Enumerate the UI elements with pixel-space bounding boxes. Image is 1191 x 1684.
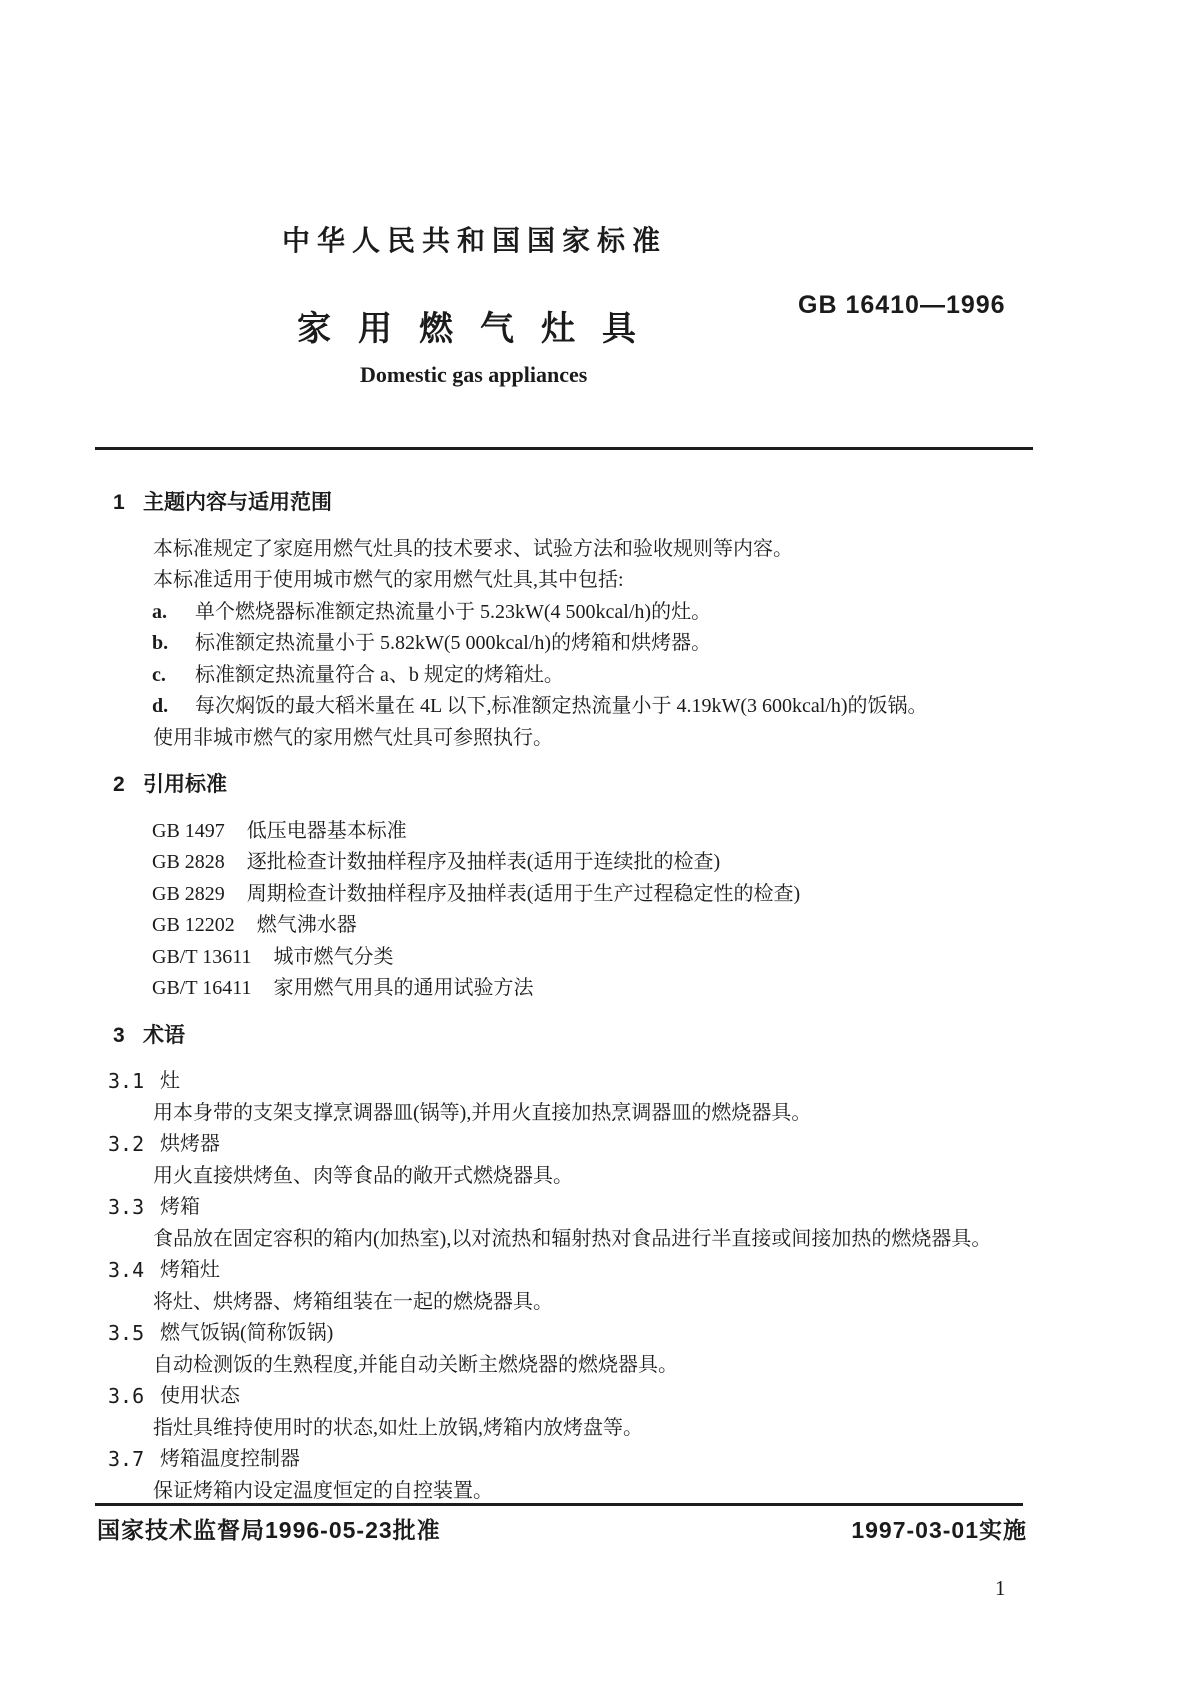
section-1-heading	[95, 487, 1070, 519]
section-title: 术语	[143, 1023, 185, 1047]
term-name: 灶	[160, 1070, 180, 1092]
section-3	[95, 1020, 1070, 1508]
section-title: 主题内容与适用范围	[143, 491, 332, 514]
implementation-text: 1997-03-01实施	[851, 1517, 1027, 1543]
reference-title: 逐批检查计数抽样程序及抽样表(适用于连续批的检查)	[246, 851, 721, 873]
term-heading	[95, 1318, 1070, 1350]
section-number: 2	[113, 773, 125, 796]
reference-item	[95, 816, 1070, 848]
list-item-label: a.	[152, 600, 167, 623]
reference-code: GB/T 16411	[152, 977, 252, 999]
national-standard-label: 中华人民共和国国家标准	[282, 225, 668, 256]
reference-title: 周期检查计数抽样程序及抽样表(适用于生产过程稳定性的检查)	[246, 882, 801, 905]
term-heading	[95, 1444, 1070, 1476]
term-name: 烤箱	[160, 1196, 200, 1218]
list-item-d	[95, 691, 1070, 723]
section-title: 引用标准	[143, 773, 227, 796]
term-number: 3.4	[108, 1258, 145, 1282]
reference-code: GB 2828	[152, 851, 225, 873]
term-heading	[95, 1129, 1070, 1161]
document-body	[95, 472, 1070, 1507]
term-number: 3.1	[108, 1069, 145, 1093]
list-item-text: 每次焖饭的最大稻米量在 4L 以下,标准额定热流量小于 4.19kW(3 600kcal/h)的饭锅。	[195, 695, 928, 717]
approval-text: 国家技术监督局1996-05-23批准	[97, 1517, 441, 1543]
list-item-c	[95, 660, 1070, 692]
term-number: 3.2	[108, 1132, 145, 1156]
section-2-heading	[95, 769, 1070, 801]
term-definition: 自动检测饭的生熟程度,并能自动关断主燃烧器的燃烧器具。	[153, 1353, 678, 1376]
term-item	[95, 1192, 1070, 1255]
paragraph: 本标准规定了家庭用燃气灶具的技术要求、试验方法和验收规则等内容。	[153, 537, 793, 560]
reference-title: 城市燃气分类	[273, 945, 394, 968]
term-number: 3.5	[108, 1321, 145, 1345]
term-definition: 将灶、烘烤器、烤箱组装在一起的燃烧器具。	[153, 1290, 553, 1313]
paragraph: 使用非城市燃气的家用燃气灶具可参照执行。	[153, 726, 553, 749]
term-item	[95, 1255, 1070, 1318]
term-definition: 用火直接烘烤鱼、肉等食品的敞开式燃烧器具。	[153, 1164, 573, 1187]
term-number: 3.7	[108, 1447, 145, 1471]
term-item	[95, 1066, 1070, 1129]
paragraph: 本标准适用于使用城市燃气的家用燃气灶具,其中包括:	[153, 569, 624, 591]
header-rule	[95, 447, 1033, 450]
term-definition: 用本身带的支架支撑烹调器皿(锅等),并用火直接加热烹调器皿的燃烧器具。	[153, 1101, 812, 1124]
list-item-label: c.	[152, 663, 166, 686]
reference-item	[95, 847, 1070, 879]
reference-item	[95, 910, 1070, 942]
reference-code: GB/T 13611	[152, 945, 252, 968]
term-name: 燃气饭锅(简称饭锅)	[160, 1322, 334, 1344]
term-item	[95, 1129, 1070, 1192]
section-2	[95, 769, 1070, 1005]
reference-title: 燃气沸水器	[256, 914, 357, 936]
term-number: 3.6	[108, 1384, 145, 1408]
term-item	[95, 1444, 1070, 1507]
list-item-label: d.	[152, 695, 169, 717]
list-item-a	[95, 597, 1070, 629]
list-item-text: 标准额定热流量符合 a、b 规定的烤箱灶。	[195, 663, 564, 686]
term-heading	[95, 1192, 1070, 1224]
reference-title: 低压电器基本标准	[246, 819, 407, 842]
term-item	[95, 1318, 1070, 1381]
reference-item	[95, 879, 1070, 911]
list-item-text: 单个燃烧器标准额定热流量小于 5.23kW(4 500kcal/h)的灶。	[195, 600, 712, 623]
reference-code: GB 12202	[152, 914, 235, 936]
term-name: 烤箱灶	[160, 1259, 220, 1281]
term-name: 烤箱温度控制器	[160, 1448, 300, 1470]
list-item-b	[95, 628, 1070, 660]
footer-rule	[95, 1503, 1023, 1506]
reference-code: GB 2829	[152, 882, 225, 905]
term-heading	[95, 1381, 1070, 1413]
term-heading	[95, 1255, 1070, 1287]
section-1	[95, 487, 1070, 754]
section-number: 1	[113, 491, 125, 514]
term-name: 使用状态	[160, 1385, 240, 1407]
term-item	[95, 1381, 1070, 1444]
term-definition: 保证烤箱内设定温度恒定的自控装置。	[153, 1479, 493, 1502]
document-title-cn: 家用燃气灶具	[297, 310, 663, 348]
section-3-heading	[95, 1020, 1070, 1052]
term-definition: 指灶具维持使用时的状态,如灶上放锅,烤箱内放烤盘等。	[153, 1416, 643, 1439]
term-name: 烘烤器	[160, 1133, 220, 1155]
reference-item	[95, 973, 1070, 1005]
term-heading	[95, 1066, 1070, 1098]
section-number: 3	[113, 1023, 125, 1047]
reference-code: GB 1497	[152, 819, 225, 842]
document-title-en: Domestic gas appliances	[360, 362, 588, 387]
standard-number: GB 16410—1996	[798, 291, 1006, 319]
term-definition: 食品放在固定容积的箱内(加热室),以对流热和辐射热对食品进行半直接或间接加热的燃烧器具。	[153, 1227, 992, 1250]
term-number: 3.3	[108, 1195, 145, 1219]
page-number: 1	[995, 1576, 1006, 1600]
reference-title: 家用燃气用具的通用试验方法	[273, 977, 534, 999]
list-item-label: b.	[152, 632, 169, 654]
reference-item	[95, 942, 1070, 974]
list-item-text: 标准额定热流量小于 5.82kW(5 000kcal/h)的烤箱和烘烤器。	[195, 632, 712, 654]
